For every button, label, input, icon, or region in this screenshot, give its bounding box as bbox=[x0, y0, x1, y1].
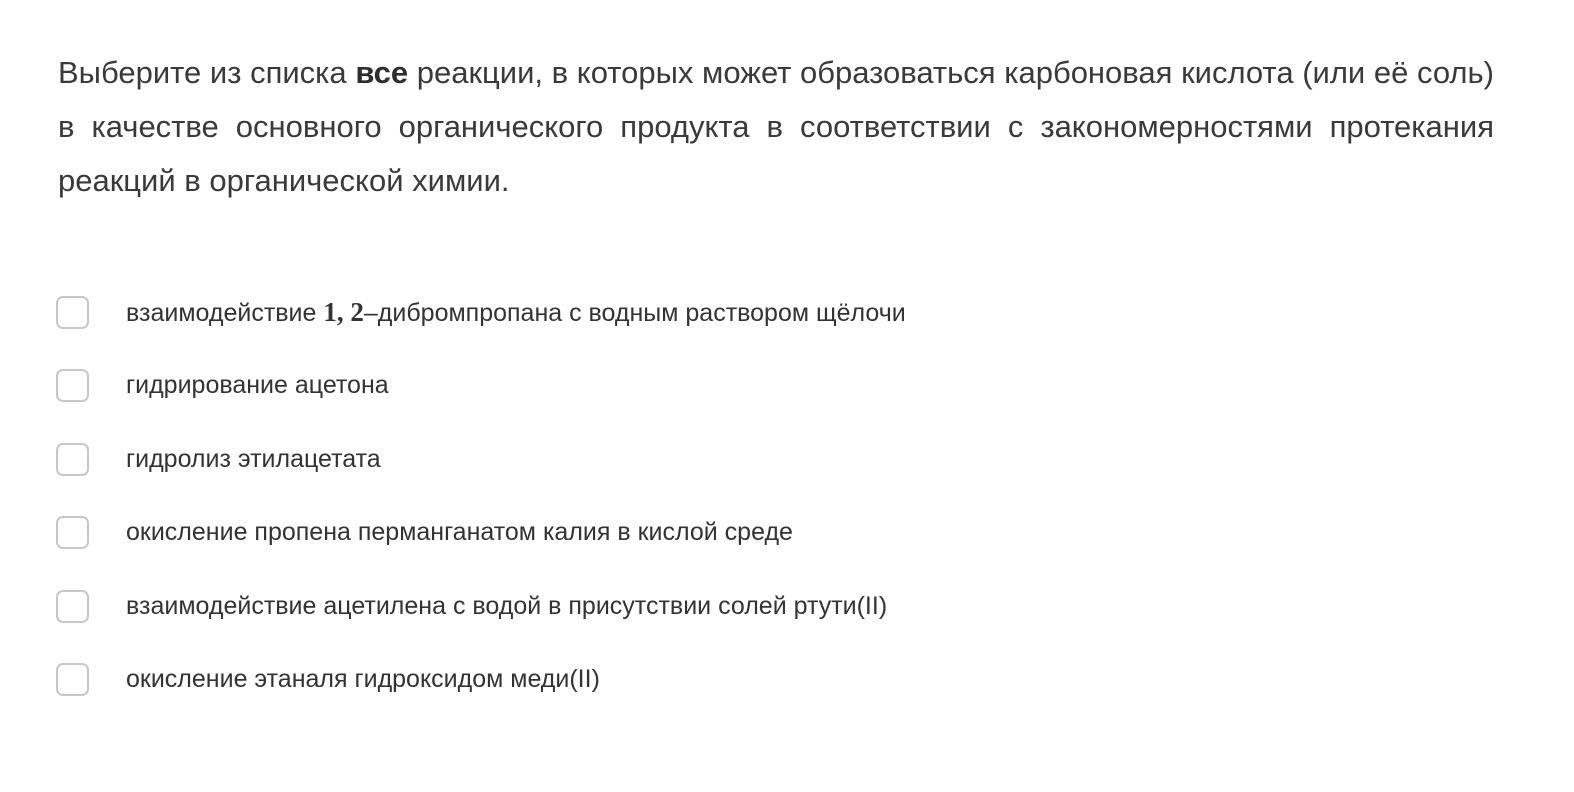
option-label-formula: 1, 2 bbox=[323, 296, 364, 327]
answer-options-list bbox=[56, 294, 1456, 735]
option-checkbox[interactable] bbox=[56, 443, 89, 476]
option-label-suffix: –дибромпропана с водным раствором щёлочи bbox=[363, 298, 906, 327]
option-label[interactable]: взаимодействие ацетилена с водой в присутствии солей ртути(II) bbox=[126, 591, 888, 620]
option-checkbox[interactable] bbox=[56, 516, 89, 549]
answer-option-2[interactable] bbox=[56, 368, 1456, 404]
option-label[interactable]: окисление этаналя гидроксидом меди(II) bbox=[126, 665, 600, 693]
option-label[interactable]: гидролиз этилацетата bbox=[126, 444, 381, 473]
question-emphasis: все bbox=[355, 55, 409, 90]
answer-option-3[interactable] bbox=[56, 441, 1456, 477]
answer-option-5[interactable] bbox=[56, 588, 1456, 624]
answer-option-1[interactable] bbox=[56, 294, 1456, 330]
answer-option-4[interactable] bbox=[56, 515, 1456, 551]
option-label[interactable]: окисление пропена перманганатом калия в кислой среде bbox=[126, 518, 793, 546]
option-checkbox[interactable] bbox=[56, 296, 89, 329]
option-checkbox[interactable] bbox=[56, 663, 89, 696]
answer-option-6[interactable] bbox=[56, 662, 1456, 698]
question-text bbox=[58, 46, 1494, 208]
option-checkbox[interactable] bbox=[56, 590, 89, 623]
option-label-prefix: взаимодействие bbox=[126, 298, 324, 327]
option-label[interactable]: гидрирование ацетона bbox=[126, 371, 389, 399]
question-prefix: Выберите из списка bbox=[58, 55, 356, 90]
question-suffix: реакции, в которых может образоваться карбоновая кислота (или её соль) в качестве основного органического продукта в соответствии с закономерностями протекания реакций в органической химии. bbox=[58, 55, 1494, 198]
option-label[interactable] bbox=[126, 297, 906, 328]
option-checkbox[interactable] bbox=[56, 369, 89, 402]
